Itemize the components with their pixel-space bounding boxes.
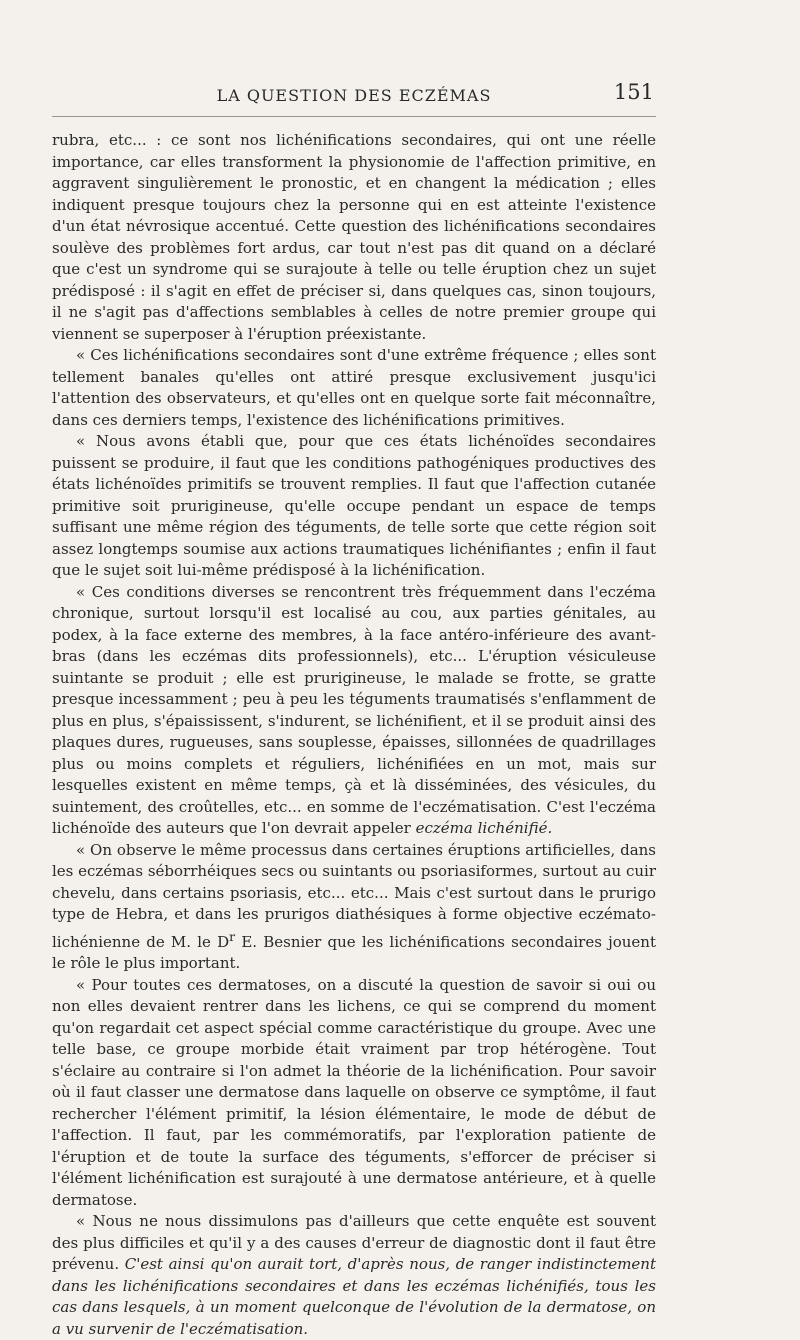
paragraph-7-italic: C'est ainsi qu'on aurait tort, d'après nous, de ranger indistinctement dans les lichénifications secondaires et dans les eczémas lichénifiés, tous les cas dans lesquels, à un moment quelconque de l'évolution de la dermatose, on a vu survenir de l'eczématisation. <box>52 1255 656 1338</box>
paragraph-7 <box>52 1211 656 1340</box>
paragraph-2: « Ces lichénifications secondaires sont d'une extrême fréquence ; elles sont tellement banales qu'elles ont attiré presque exclusivement jusqu'ici l'attention des observateurs, et qu'elles ont en quelque sorte fait méconnaître, dans ces derniers temps, l'existence des lichénifications primitives. <box>52 346 656 429</box>
paragraph-4 <box>52 582 656 840</box>
paragraph-3: « Nous avons établi que, pour que ces états lichénoïdes secondaires puissent se produire, il faut que les conditions pathogéniques productives des états lichénoïdes primitifs se trouvent remplies. Il faut que l'affection cutanée primitive soit prurigineuse, qu'elle occupe pendant un espace de temps suffisant une même région des téguments, de telle sorte que cette région soit assez longtemps soumise aux actions traumatiques lichénifiantes ; enfin il faut que le sujet soit lui-même prédisposé à la lichénification. <box>52 432 656 579</box>
paragraph-5-text: « On observe le même processus dans certaines éruptions artificielles, dans les eczémas séborrhéiques secs ou suintants ou psoriasiformes, surtout au cuir chevelu, dans certains psoriasis, etc... etc... Mais c'est surtout dans le prurigo type de Hebra, et dans les prurigos diathésiques à forme objective eczémato-lichénienne de M. le D <box>52 840 656 951</box>
paragraph-6: « Pour toutes ces dermatoses, on a discuté la question de savoir si oui ou non elles devaient rentrer dans les lichens, ce qui se comprend du moment qu'on regardait cet aspect spécial comme caractéristique du groupe. Avec une telle base, ce groupe morbide était vraiment par trop hétérogène. Tout s'éclaire au contraire si l'on admet la théorie de la lichénification. Pour savoir où il faut classer une dermatose dans laquelle on observe ce symptôme, il faut rechercher l'élément primitif, la lésion élémentaire, le mode de début de l'affection. Il faut, par les commémoratifs, par l'exploration patiente de l'éruption et de toute la surface des téguments, s'efforcer de préciser si l'élément lichénification est surajouté à une dermatose antérieure, et à quelle dermatose. <box>52 975 656 1209</box>
paragraph-1: rubra, etc... : ce sont nos lichénifications secondaires, qui ont une réelle importance, car elles transforment la physionomie de l'affection primitive, en aggravent singulièrement le pronostic, et en changent la médication ; elles indiquent presque toujours chez la personne qui en est atteinte l'existence d'un état névrosique accentué. Cette question des lichénifications secondaires soulève des problèmes fort ardus, car tout n'est pas dit quand on a déclaré que c'est un syndrome qui se surajoute à telle ou telle éruption chez un sujet prédisposé : il s'agit en effet de préciser si, dans quelques cas, sinon toujours, il ne s'agit pas d'affections semblables à celles de notre premier groupe qui viennent se superposer à l'éruption préexistante. <box>52 131 656 343</box>
running-head <box>52 78 656 118</box>
paragraph-4-text: « Ces conditions diverses se rencontrent très fréquemment dans l'eczéma chronique, surtout lorsqu'il est localisé au cou, aux parties génitales, au podex, à la face externe des membres, à la face antéro-inférieure des avant-bras (dans les eczémas dits professionnels), etc... L'éruption vésiculeuse suintante se produit ; elle est prurigineuse, le malade se frotte, se gratte presque incessamment ; peu à peu les téguments traumatisés s'enflamment de plus en plus, s'épaississent, s'indurent, se lichénifient, et il se produit ainsi des plaques dures, rugueuses, sans souplesse, épaisses, sillonnées de quadrillages plus ou moins complets et réguliers, lichénifiées en un mot, mais sur lesquelles existent en même temps, çà et là disséminées, des vésicules, du suintement, des croûtelles, etc... en somme de l'eczématisation. C'est l'eczéma lichénoïde des auteurs que l'on devrait appeler <box>52 582 656 837</box>
running-title: LA QUESTION DES ECZÉMAS <box>216 86 492 105</box>
body-text <box>52 130 656 1340</box>
paragraph-5 <box>52 840 656 975</box>
italic-term: eczéma lichénifié. <box>415 819 553 837</box>
page-number: 151 <box>613 80 654 104</box>
superscript-r: r <box>229 928 236 944</box>
header-rule <box>52 116 656 117</box>
paragraph-7-text: « Nous ne nous dissimulons pas d'ailleurs que cette enquête est souvent des plus difficiles et qu'il y a des causes d'erreur de diagnostic dont il faut être prévenu. <box>52 1212 656 1273</box>
paragraph-5-text-end: E. Besnier que les lichénifications secondaires jouent le rôle le plus important. <box>52 932 656 972</box>
